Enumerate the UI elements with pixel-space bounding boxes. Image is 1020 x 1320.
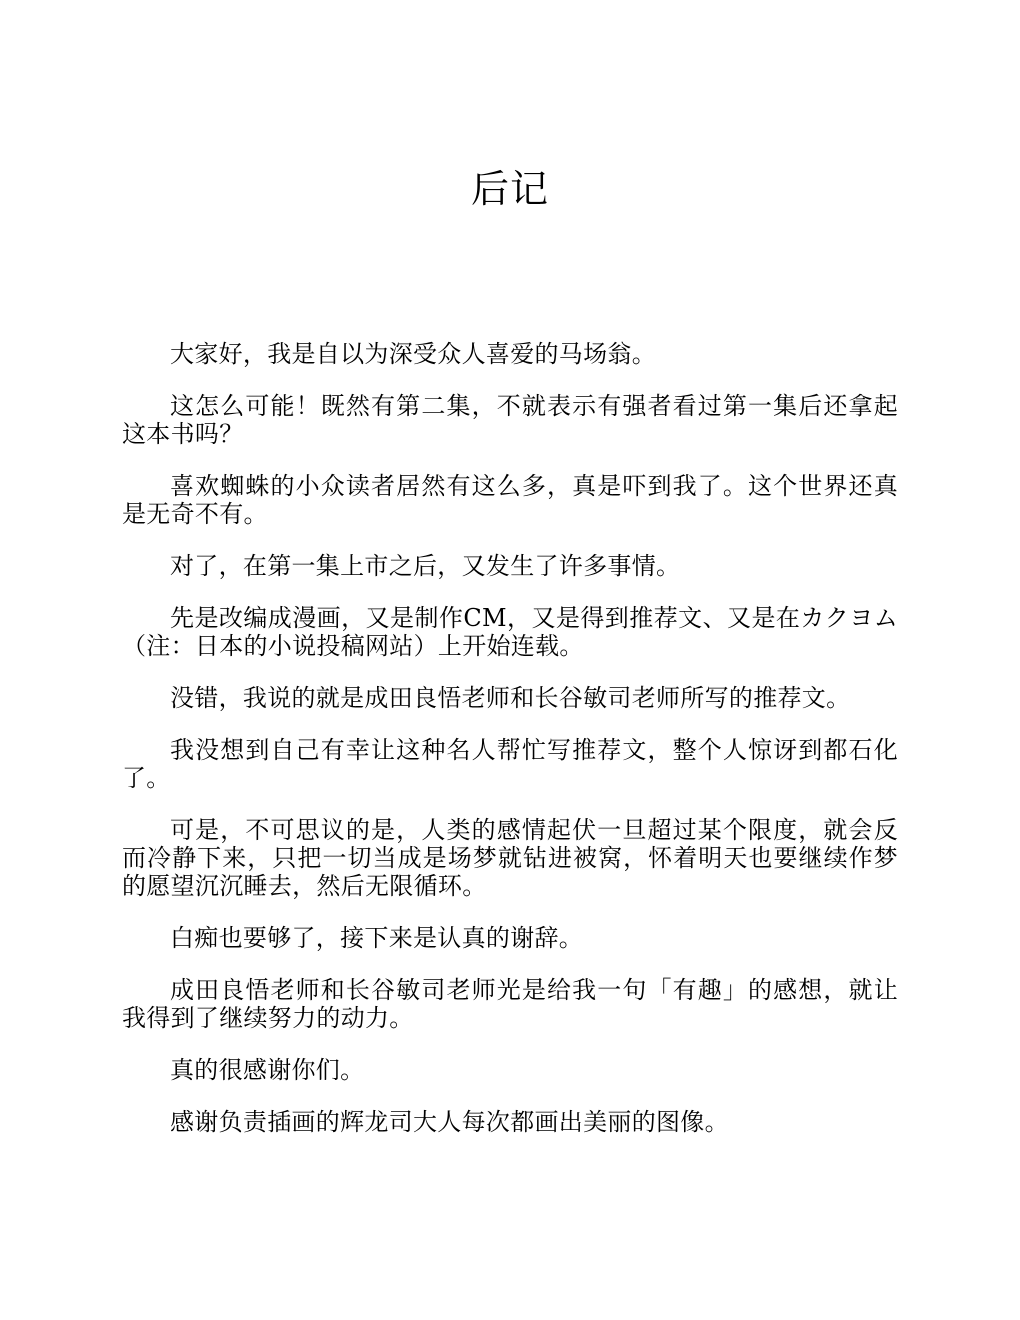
- paragraph: 对了，在第一集上市之后，又发生了许多事情。: [170, 552, 681, 580]
- paragraph: 成田良悟老师和长谷敏司老师光是给我一句「有趣」的感想，就让我得到了继续努力的动力。: [122, 976, 898, 1032]
- paragraph: 喜欢蜘蛛的小众读者居然有这么多，真是吓到我了。这个世界还真是无奇不有。: [122, 472, 898, 528]
- body-text: [122, 340, 898, 1160]
- paragraph: 可是，不可思议的是，人类的感情起伏一旦超过某个限度，就会反而冷静下来，只把一切当成是场梦就钻进被窝，怀着明天也要继续作梦的愿望沉沉睡去，然后无限循环。: [122, 816, 898, 900]
- paragraph: 这怎么可能！既然有第二集，不就表示有强者看过第一集后还拿起这本书吗？: [122, 392, 898, 448]
- paragraph: 感谢负责插画的辉龙司大人每次都画出美丽的图像。: [170, 1108, 729, 1136]
- paragraph: 我没想到自己有幸让这种名人帮忙写推荐文，整个人惊讶到都石化了。: [122, 736, 898, 792]
- paragraph: 大家好，我是自以为深受众人喜爱的马场翁。: [170, 340, 656, 368]
- page-title: 后记: [470, 167, 549, 211]
- paragraph: 先是改编成漫画，又是制作CM，又是得到推荐文、又是在カクヨム（注：日本的小说投稿网站）上开始连载。: [122, 604, 898, 660]
- paragraph: 真的很感谢你们。: [170, 1056, 365, 1084]
- paragraph: 没错，我说的就是成田良悟老师和长谷敏司老师所写的推荐文。: [170, 684, 851, 712]
- paragraph: 白痴也要够了，接下来是认真的谢辞。: [170, 924, 584, 952]
